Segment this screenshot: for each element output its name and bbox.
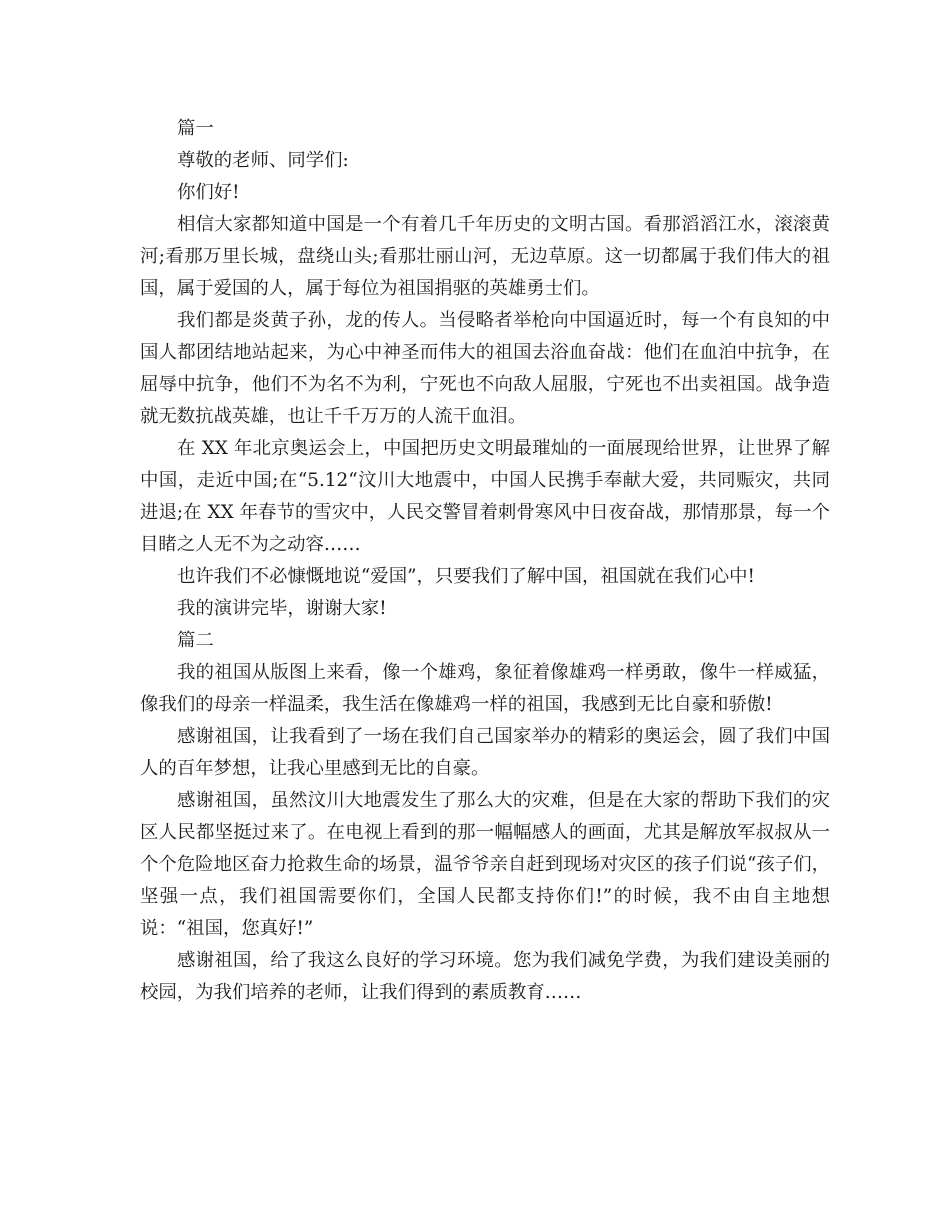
paragraph: 我们都是炎黄子孙，龙的传人。当侵略者举枪向中国逼近时，每一个有良知的中国人都团结地站起来，为心中神圣而伟大的祖国去浴血奋战：他们在血泊中抗争，在屈辱中抗争，他们不为名不为利，宁死也不向敌人屈服，宁死也不出卖祖国。战争造就无数抗战英雄，也让千千万万的人流干血泪。 [140,310,830,427]
paragraph: 在 XX 年北京奥运会上，中国把历史文明最璀灿的一面展现给世界，让世界了解中国，走近中国;在“5.12“汶川大地震中，中国人民携手奉献大爱，共同赈灾，共同进退;在 XX 年春节的雪灾中，人民交警冒着刺骨寒风中日夜奋战，那情那景，每一个目睹之人无不为之动容…… [140,438,830,555]
section-heading-2: 篇二 [177,630,214,651]
paragraph: 相信大家都知道中国是一个有着几千年历史的文明古国。看那滔滔江水，滚滚黄河;看那万里长城，盘绕山头;看那壮丽山河，无边草原。这一切都属于我们伟大的祖国，属于爱国的人，属于每位为祖国捐驱的英雄勇士们。 [140,214,830,299]
paragraph: 感谢祖国，让我看到了一场在我们自己国家举办的精彩的奥运会，圆了我们中国人的百年梦想，让我心里感到无比的自豪。 [140,726,830,779]
paragraph: 也许我们不必慷慨地说“爱国”，只要我们了解中国，祖国就在我们心中! [177,566,755,587]
paragraph: 感谢祖国，虽然汶川大地震发生了那么大的灾难，但是在大家的帮助下我们的灾区人民都坚挺过来了。在电视上看到的那一幅幅感人的画面，尤其是解放军叔叔从一个个危险地区奋力抢救生命的场景，温爷爷亲自赶到现场对灾区的孩子们说“孩子们，坚强一点，我们祖国需要你们，全国人民都支持你们!”的时候，我不由自主地想说：“祖国，您真好!” [140,790,830,939]
paragraph: 感谢祖国，给了我这么良好的学习环境。您为我们减免学费，为我们建设美丽的校园，为我们培养的老师，让我们得到的素质教育…… [140,950,830,1003]
closing-line: 我的演讲完毕，谢谢大家! [177,598,387,619]
salutation: 尊敬的老师、同学们: [177,150,349,171]
section-heading-1: 篇一 [177,118,214,139]
paragraph: 我的祖国从版图上来看，像一个雄鸡，象征着像雄鸡一样勇敢，像牛一样威猛，像我们的母亲一样温柔，我生活在像雄鸡一样的祖国，我感到无比自豪和骄傲! [140,662,830,715]
greeting: 你们好! [177,182,240,203]
document-body [140,113,830,1009]
